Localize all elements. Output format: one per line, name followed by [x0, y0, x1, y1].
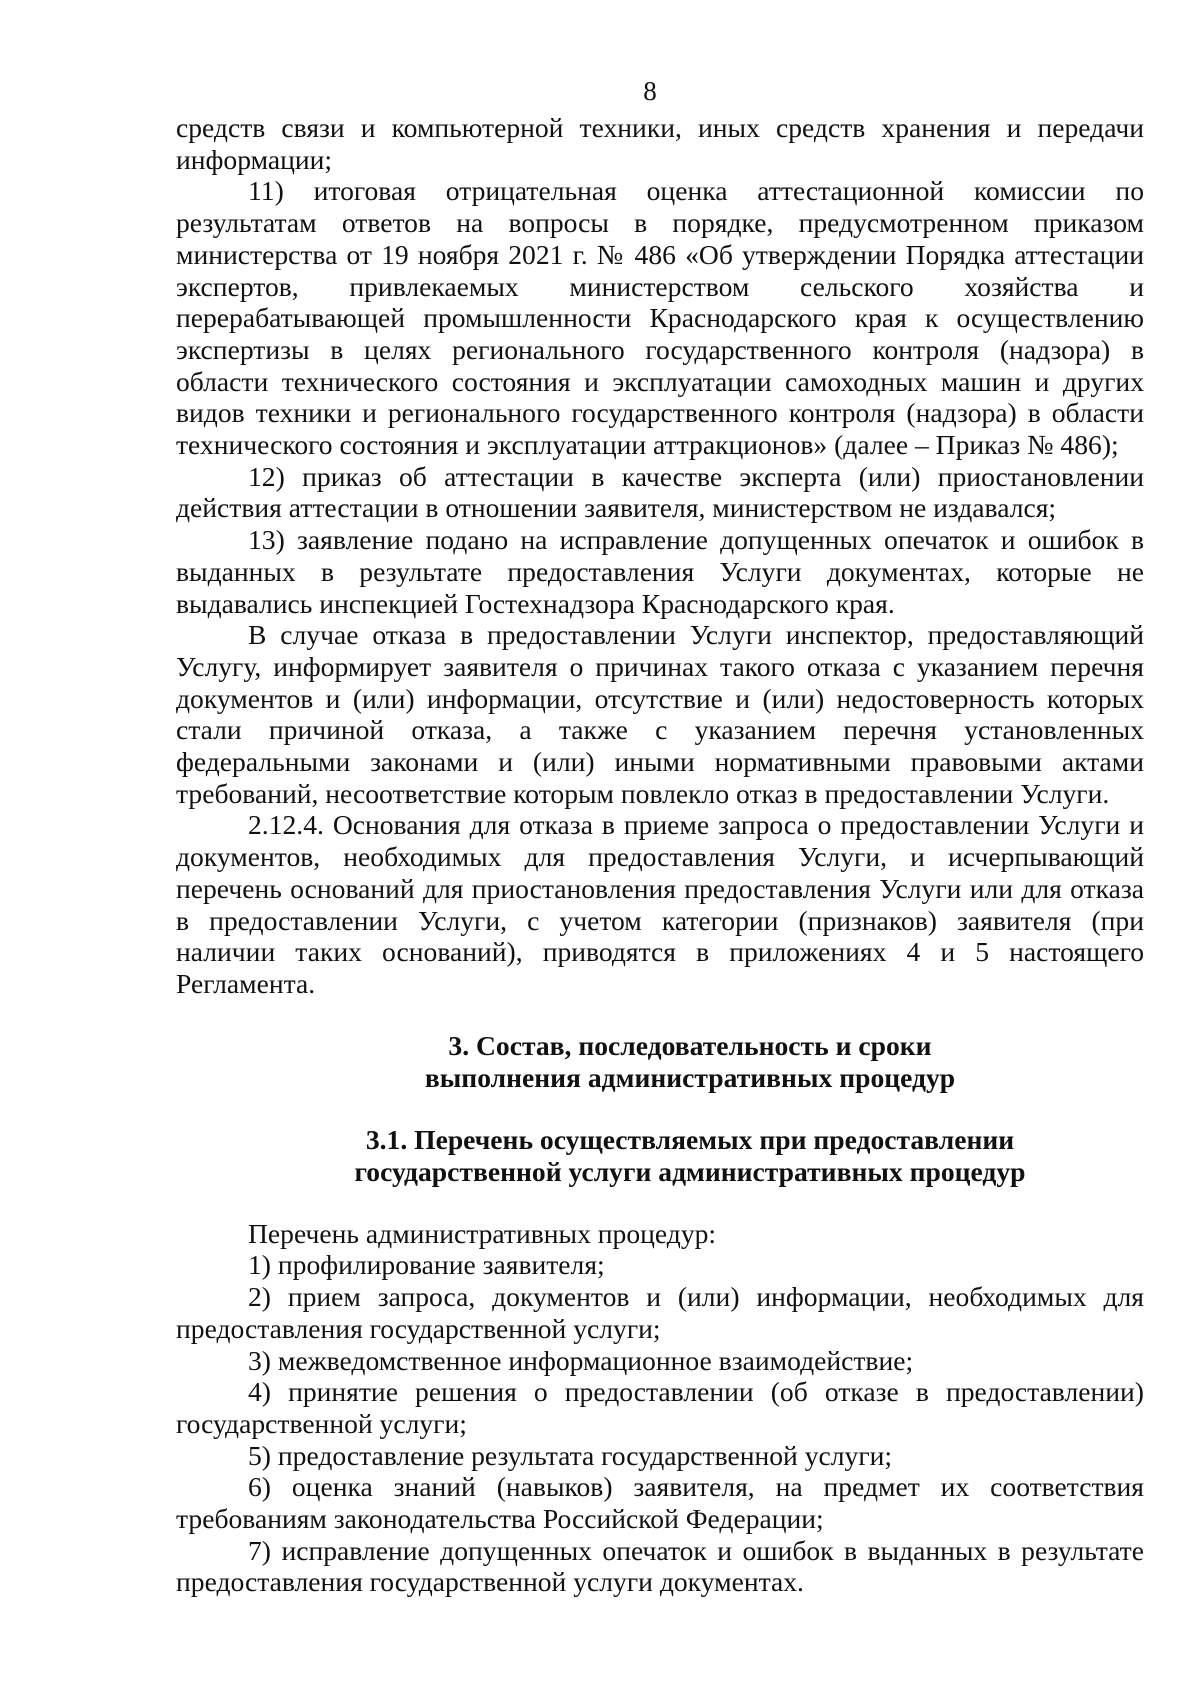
list-item: 7) исправление допущенных опечаток и ошибок в выданных в результате предоставления государственной услуги документах. [176, 1534, 1144, 1598]
subsection-heading-line-1: 3.1. Перечень осуществляемых при предоставлении [365, 1123, 1015, 1155]
paragraph-item-13: 13) заявление подано на исправление допущенных опечаток и ошибок в выданных в результате предоставления Услуги документах, которые не выдавались инспекцией Гостехнадзора Краснодарского края. [176, 524, 1144, 619]
list-item: 4) принятие решения о предоставлении (об отказе в предоставлении) государственной услуги; [176, 1376, 1144, 1439]
section-heading-line-2: выполнения административных процедур [424, 1061, 956, 1093]
paragraph-item-12: 12) приказ об аттестации в качестве эксперта (или) приостановлении действия аттестации в отношении заявителя, министерством не издавался; [176, 460, 1144, 524]
subsection-heading-line-2: государственной услуги административных процедур [354, 1155, 1026, 1187]
list-item: 6) оценка знаний (навыков) заявителя, на предмет их соответствия требованиям законодательства Российской Федерации; [176, 1471, 1144, 1535]
document-body [176, 112, 1144, 1598]
paragraph-refusal-case: В случае отказа в предоставлении Услуги инспектор, предоставляющий Услугу, информирует заявителя о причинах такого отказа с указанием перечня документов и (или) информации, отсутствие и (или) недостоверность которых стали причиной отказа, а также с указанием перечня установленных федеральными законами и (или) иными нормативными правовыми актами требований, несоответствие которым повлекло отказ в предоставлении Услуги. [176, 619, 1144, 809]
section-heading [176, 1030, 1144, 1094]
section-heading-line-1: 3. Состав, последовательность и сроки [448, 1029, 932, 1061]
procedures-list [176, 1218, 1144, 1598]
list-item: 3) межведомственное информационное взаимодействие; [248, 1344, 914, 1376]
paragraph-item-11: 11) итоговая отрицательная оценка аттестационной комиссии по результатам ответов на вопросы в порядке, предусмотренном приказом министерства от 19 ноября 2021 г. № 486 «Об утверждении Порядка аттестации экспертов, привлекаемых министерством сельского хозяйства и перерабатывающей промышленности Краснодарского края к осуществлению экспертизы в целях регионального государственного контроля (надзора) в области технического состояния и эксплуатации самоходных машин и других видов техники и регионального государственного контроля (надзора) в области технического состояния и эксплуатации аттракционов» (далее – Приказ № 486); [176, 175, 1144, 461]
list-item: 1) профилирование заявителя; [248, 1249, 605, 1281]
list-item: 5) предоставление результата государственной услуги; [248, 1439, 893, 1471]
page-number: 8 [643, 76, 657, 106]
paragraph-2-12-4: 2.12.4. Основания для отказа в приеме запроса о предоставлении Услуги и документов, необходимых для предоставления Услуги, и исчерпывающий перечень оснований для приостановления предоставления Услуги или для отказа в предоставлении Услуги, с учетом категории (признаков) заявителя (при наличии таких оснований), приводятся в приложениях 4 и 5 настоящего Регламента. [176, 809, 1144, 999]
paragraph-continuation: средств связи и компьютерной техники, иных средств хранения и передачи информации; [176, 112, 1144, 175]
procedures-intro: Перечень административных процедур: [248, 1217, 717, 1249]
list-item: 2) прием запроса, документов и (или) информации, необходимых для предоставления государственной услуги; [176, 1281, 1144, 1344]
subsection-heading [176, 1124, 1144, 1188]
